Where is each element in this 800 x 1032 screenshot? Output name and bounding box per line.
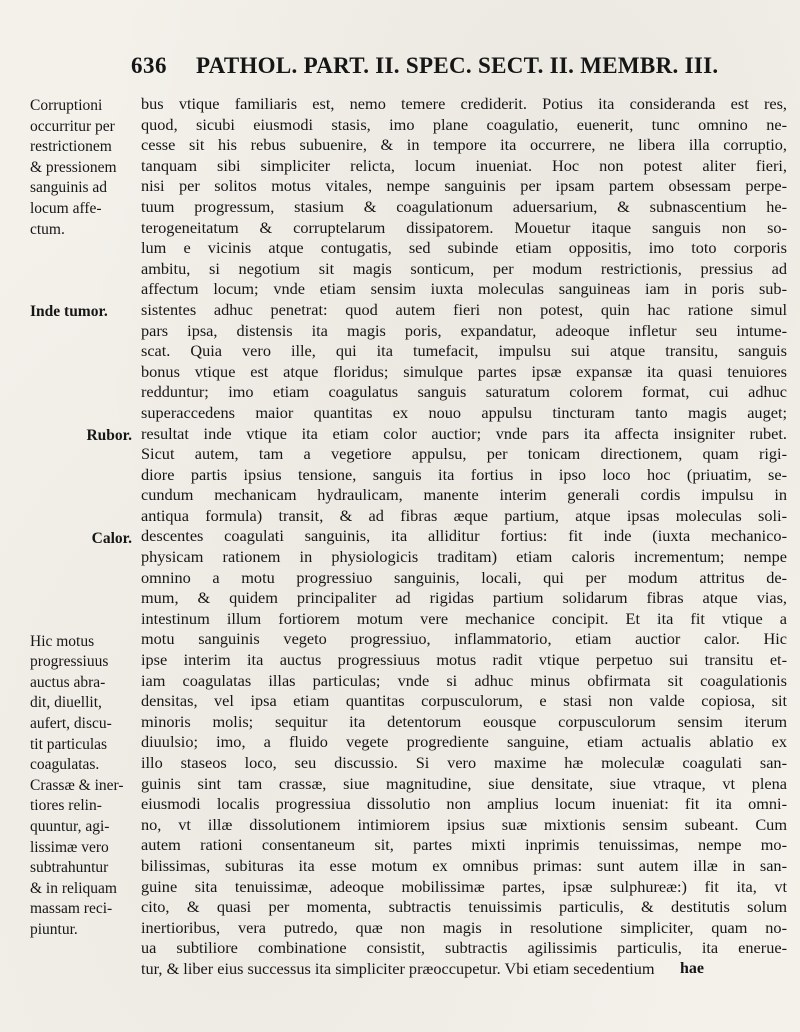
text-line: cito, & quasi per momenta, subtractis tenuissimis particulis, & destitutis solum	[141, 897, 787, 917]
text-line: redduntur; imo etiam coagulatus sanguis saturatum colorem format, cui adhuc	[141, 382, 787, 402]
text-line: minoris molis; sequitur ita detentorum eousque corpusculorum sensim iterum	[141, 711, 787, 731]
text-line: sistentes adhuc penetrat: quod autem fieri non potest, quin hac ratione simul	[141, 299, 787, 319]
text-line: iam coagulatas illas particulas; vnde si adhuc minus obfirmata sit coagulationis	[141, 670, 787, 690]
text-line: physicam rationem in physiologicis traditam) etiam caloris incrementum; nempe	[141, 547, 787, 567]
text-line: guinis sint tam crassæ, siue magnitudine, siue densitate, siue vtraque, vt plena	[141, 773, 787, 793]
margin-note-line: dit, diuellit,	[30, 694, 102, 712]
text-line: mum, & quidem principaliter ad rigidas partium solidarum fibras atque vias,	[141, 588, 787, 608]
text-line: illo staseos loco, seu discussio. Si vero maxime hæ moleculæ coagulati san-	[141, 753, 787, 772]
margin-note-line: Calor.	[91, 529, 132, 547]
text-line: tuum progressum, stasium & coagulationum aduersarium, & subnascentium he-	[141, 196, 787, 216]
margin-note-line: lissimæ vero	[30, 838, 109, 856]
margin-note-line: occurritur per	[30, 117, 115, 135]
text-line: bus vtique familiaris est, nemo temere crediderit. Potius ita consideranda est res,	[141, 94, 787, 113]
text-line: autem rationi consentaneum sit, partes mixti inprimis tenuissimas, nempe mo-	[141, 835, 787, 855]
margin-note-line: Rubor.	[86, 426, 132, 444]
text-line: bilissimas, subituras ita esse motum ex omnibus primas: sunt autem illæ in san-	[141, 855, 787, 875]
text-line: omnino a motu progressiuo sanguinis, locali, qui per modum attritus de-	[141, 567, 787, 587]
margin-note-line: progressiuus	[30, 653, 109, 671]
text-line: tanquam sibi simpliciter relicta, locum inueniat. Hoc non potest aliter fieri,	[141, 155, 787, 175]
running-head: PATHOL. PART. II. SPEC. SECT. II. MEMBR. III.	[196, 53, 719, 78]
margin-note-line: Inde tumor.	[30, 303, 108, 320]
text-line: resultat inde vtique ita etiam color auctior; vnde pars ita affecta insigniter rubet.	[141, 423, 787, 443]
margin-note-line: aufert, discu-	[30, 714, 112, 732]
text-line: scat. Quia vero ille, qui ita tumefacit, impulsu sui atque transitu, sanguis	[141, 341, 787, 361]
text-line: inertioribus, vera putredo, quæ non magis in resolutione simpliciter, quam no-	[141, 917, 787, 937]
text-line: diore partis ipsius tensione, sanguis ita fortius in ipso loco hoc (priuatim, se-	[141, 464, 787, 484]
margin-note-line: Corruptioni	[30, 97, 103, 114]
text-line: cesse sit his rebus subuenire, & in tempore ita occurrere, ne libera illa corruptio,	[141, 135, 787, 155]
margin-note-line: Hic motus	[30, 632, 95, 650]
margin-note-line: tiores relin-	[30, 797, 102, 815]
margin-note-line: massam reci-	[30, 900, 113, 918]
text-line: antiqua formula) transit, & ad fibras æque partium, atque ipsas moleculas soli-	[141, 505, 787, 525]
margin-note-motus	[30, 632, 142, 941]
text-line: intestinum illum fortiorem motum vere mechanice concipit. Et ita fit vtique a	[141, 608, 787, 628]
margin-note-line: piuntur.	[30, 920, 78, 938]
text-line: terogeneitatum & corruptelarum dissipatorem. Mouetur itaque sanguis non so-	[141, 217, 787, 237]
text-line: ipse interim ita auctus progressiuus motus radit vtique perpetuo sui transitu et-	[141, 650, 787, 670]
page-header	[0, 53, 800, 83]
text-line: cundum mechanicam hydraulicam, manente interim generali cordis impulsu in	[141, 485, 787, 505]
margin-note-line: coagulatas.	[30, 756, 100, 774]
margin-note-corruption	[30, 96, 142, 240]
text-line: quod, sicubi eiusmodi stasis, imo plane coagulatio, euenerit, tunc omnino ne-	[141, 114, 787, 134]
text-line: no, vt illæ dissolutionem intimiorem ipsius suæ mixtionis sensim subeant. Cum	[141, 814, 787, 834]
margin-note-line: sanguinis ad	[30, 179, 108, 197]
text-line: motu sanguinis vegeto progressiuo, inflammatorio, etiam auctior calor. Hic	[141, 629, 787, 649]
page-number: 636	[131, 53, 167, 78]
text-line: ambitu, si negotium sit magis sonticum, per modum restrictionis, pressius ad	[141, 258, 787, 278]
text-line: diuulsio; imo, a fluido vegete progrediente sanguine, etiam actualis ablatio ex	[141, 732, 787, 752]
text-line: guine sita tenuissimæ, adeoque mobilissimæ partes, ipsæ sulphureæ:) fit ita, vt	[141, 876, 787, 896]
text-line: Sicut autem, tam a vegetiore appulsu, per tonicam directionem, quam rigi-	[141, 444, 787, 464]
margin-note-line: & pressionem	[30, 158, 117, 176]
margin-note-line: auctus abra-	[30, 673, 106, 691]
catchword: hae	[680, 960, 704, 977]
text-line: lum e vicinis atque contugatis, sed subinde etiam oppositis, imo toto corporis	[141, 238, 787, 258]
margin-note-tumor	[30, 302, 142, 323]
text-line: ua subtiliore combinatione consistit, subtractis agilissimis particulis, ita enerue-	[141, 938, 787, 958]
text-line: descentes coagulati sanguinis, ita alliditur fortius: fit inde (iuxta mechanico-	[141, 526, 787, 546]
margin-note-line: quuntur, agi-	[30, 817, 110, 835]
margin-note-rubor	[30, 426, 142, 447]
margin-note-line: locum affe-	[30, 199, 102, 217]
margin-note-line: restrictionem	[30, 138, 112, 156]
text-line: pars ipsa, distensis ita magis poris, expandatur, adeoque infletur seu intume-	[141, 320, 787, 340]
margin-note-line: & in reliquam	[30, 879, 117, 897]
text-line: nisi per solitos motus vitales, nempe sanguinis per ipsam partem obsessam perpe-	[141, 176, 787, 196]
margin-note-line: tit particulas	[30, 735, 108, 753]
text-line: densitas, vel ipsa etiam quantitas corpusculorum, e stasi non valde copiosa, sit	[141, 691, 787, 711]
text-line: bonus vtique est atque floridus; simulque partes ipsæ expansæ ita quasi tenuiores	[141, 361, 787, 381]
margin-note-line: ctum.	[30, 220, 65, 238]
margin-note-line: Crassæ & iner-	[30, 776, 124, 794]
text-line: affectum locum; vnde etiam sensim iuxta moleculas sanguineas iam in poris sub-	[141, 279, 787, 299]
text-line: eiusmodi localis progressiua dissolutio non amplius locum inueniat: fit ita omni-	[141, 794, 787, 814]
text-line: tur, & liber eius successus ita simpliciter præoccupetur. Vbi etiam secedentium	[141, 958, 655, 978]
body-text	[141, 94, 787, 980]
margin-note-line: subtrahuntur	[30, 859, 109, 877]
margin-note-calor	[30, 529, 142, 550]
text-line: superaccedens maior quantitas ex nouo appulsu tincturam tanto magis auget;	[141, 402, 787, 422]
